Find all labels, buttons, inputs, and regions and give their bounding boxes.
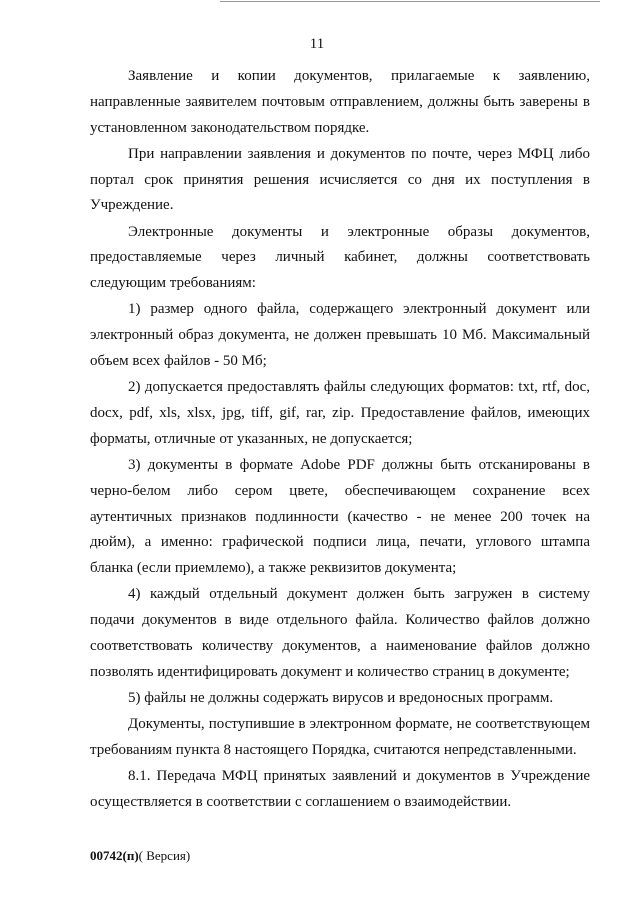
paragraph-electronic-requirements: Электронные документы и электронные образы документов, предоставляемые через личный кабинет, должны соответствовать следующим требованиям:	[90, 223, 590, 292]
footer-code: 00742(п)	[90, 848, 139, 863]
footer-version	[90, 848, 190, 864]
document-body	[90, 64, 590, 816]
page-number: 11	[309, 36, 325, 52]
top-border-line	[220, 1, 600, 2]
paragraph-non-compliant: Документы, поступившие в электронном формате, не соответствующем требованиям пункта 8 настоящего Порядка, считаются непредставленными.	[90, 716, 590, 758]
paragraph-decision-term: При направлении заявления и документов по почте, через МФЦ либо портал срок принятия решения исчисляется со дня их поступления в Учреждение.	[90, 145, 590, 214]
paragraph-no-viruses: 5) файлы не должны содержать вирусов и вредоносных программ.	[128, 689, 554, 706]
paragraph-certification: Заявление и копии документов, прилагаемые к заявлению, направленные заявителем почтовым отправлением, должны быть заверены в установленном законодательством порядке.	[90, 68, 590, 136]
paragraph-file-size: 1) размер одного файла, содержащего электронный документ или электронный образ документа, не должен превышать 10 Мб. Максимальный объем всех файлов - 50 Мб;	[90, 301, 590, 369]
paragraph-separate-files: 4) каждый отдельный документ должен быть загружен в систему подачи документов в виде отдельного файла. Количество файлов должно соответствовать количеству документов, а наименование файлов должно позволять идентифицировать документ и количество страниц в документе;	[90, 586, 590, 680]
paragraph-mfc-transfer: 8.1. Передача МФЦ принятых заявлений и документов в Учреждение осуществляется в соответствии с соглашением о взаимодействии.	[90, 768, 590, 810]
paragraph-file-formats: 2) допускается предоставлять файлы следующих форматов: txt, rtf, doc, docx, pdf, xls, xlsx, jpg, tiff, gif, rar, zip. Предоставление файлов, имеющих форматы, отличные от указанных, не допускается;	[90, 379, 590, 447]
footer-version-label: ( Версия)	[138, 848, 191, 863]
paragraph-scan-quality: 3) документы в формате Adobe PDF должны быть отсканированы в черно-белом либо сером цвете, обеспечивающем сохранение всех аутентичных признаков подлинности (качество - не менее 200 точек на дюйм), а именно: графической подписи лица, печати, углового штампа бланка (если приемлемо), а также реквизитов документа;	[90, 456, 590, 577]
